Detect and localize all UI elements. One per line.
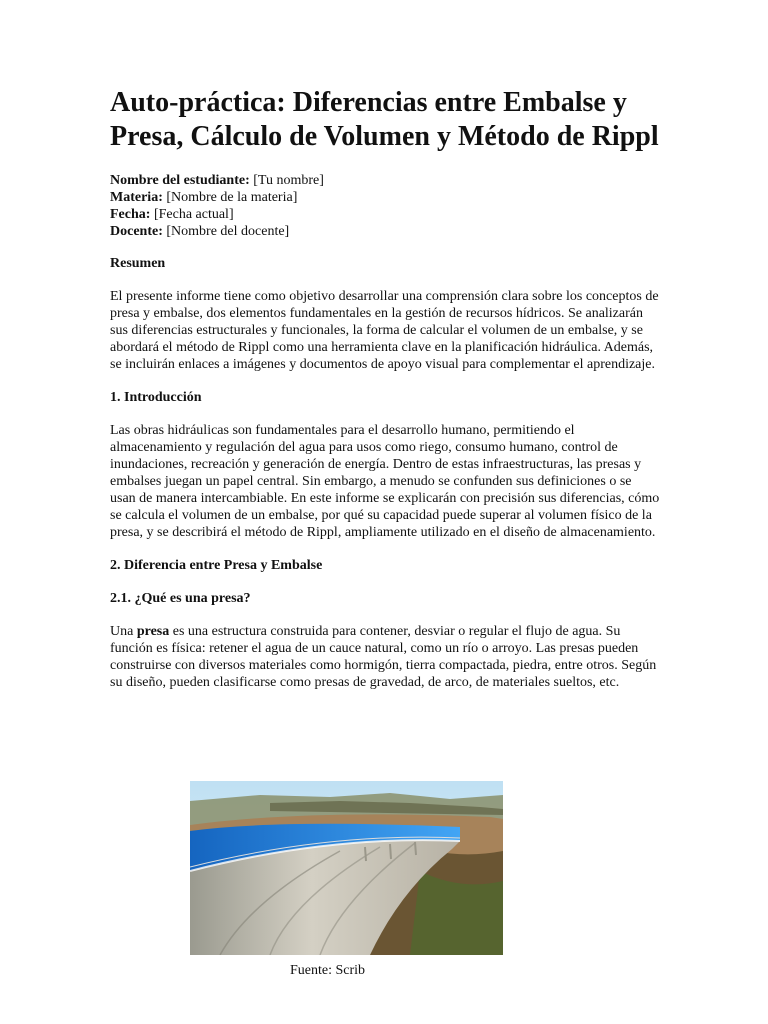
document-title: Auto-práctica: Diferencias entre Embalse y Presa, Cálculo de Volumen y Método de Rippl xyxy=(110,87,659,152)
date-line xyxy=(110,206,660,223)
document-page xyxy=(110,86,660,978)
abstract-heading: Resumen xyxy=(110,256,166,271)
student-info xyxy=(110,172,660,240)
subject-label: Materia: xyxy=(110,190,163,205)
presa-definition-paragraph xyxy=(110,623,660,691)
presa-text-prefix: Una xyxy=(110,624,137,639)
presa-term: presa xyxy=(136,624,170,639)
teacher-label: Docente: xyxy=(110,224,163,239)
teacher-value: [Nombre del docente] xyxy=(162,224,290,239)
subject-line xyxy=(110,189,660,206)
teacher-line xyxy=(110,223,660,240)
student-name-value: [Tu nombre] xyxy=(249,173,324,188)
section-2-1-heading: 2.1. ¿Qué es una presa? xyxy=(110,591,251,606)
presa-text-rest: es una estructura construida para contener, desviar o regular el flujo de agua. Su función es física: retener el agua de un cauce natural, como un río o arroyo. Las presas pueden construirse con diversos materiales como hormigón, tierra compactada, piedra, entre otros. Según su diseño, pueden clasificarse como presas de gravedad, de arco, de materiales sueltos, etc. xyxy=(110,624,657,690)
student-name-line xyxy=(110,172,660,189)
introduction-heading: 1. Introducción xyxy=(110,390,202,405)
dam-photo xyxy=(190,781,503,955)
subject-value: [Nombre de la materia] xyxy=(162,190,298,205)
section-2-heading: 2. Diferencia entre Presa y Embalse xyxy=(110,558,323,573)
introduction-paragraph: Las obras hidráulicas son fundamentales para el desarrollo humano, permitiendo el almacenamiento y regulación del agua para usos como riego, consumo humano, control de inundaciones, recreación y generación de energía. Dentro de estas infraestructuras, las presas y embalses juegan un papel central. Sin embargo, a menudo se confunden sus definiciones o se usan de manera intercambiable. En este informe se explicarán con precisión sus diferencias, cómo se calcula el volumen de un embalse, por qué su capacidad puede superar al volumen físico de la presa, y se describirá el método de Rippl, ampliamente utilizado en el diseño de almacenamiento. xyxy=(110,423,660,540)
date-label: Fecha: xyxy=(110,207,151,222)
abstract-paragraph: El presente informe tiene como objetivo desarrollar una comprensión clara sobre los conceptos de presa y embalse, dos elementos fundamentales en la gestión de recursos hídricos. Se analizarán sus diferencias estructurales y funcionales, la forma de calcular el volumen de un embalse, y se abordará el método de Rippl como una herramienta clave en la planificación hidráulica. Además, se incluirán enlaces a imágenes y documentos de apoyo visual para complementar el aprendizaje. xyxy=(110,289,659,372)
date-value: [Fecha actual] xyxy=(150,207,234,222)
figure-caption: Fuente: Scrib xyxy=(290,963,366,978)
student-name-label: Nombre del estudiante: xyxy=(110,173,250,188)
